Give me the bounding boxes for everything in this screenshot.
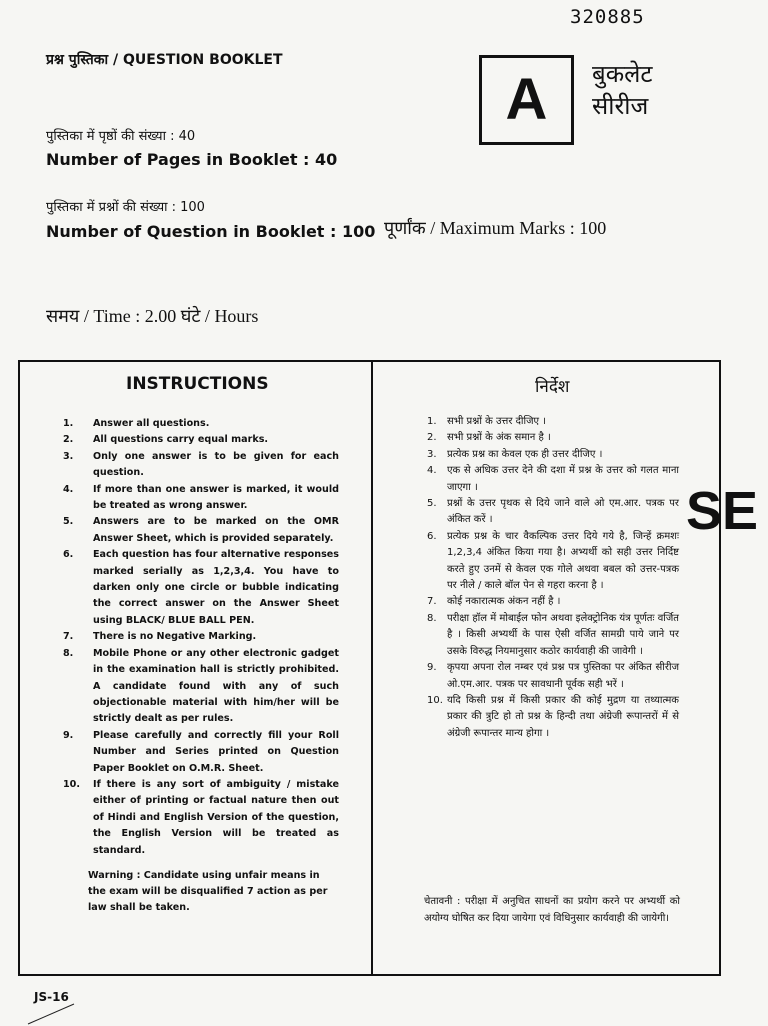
serial-number: 320885: [570, 6, 645, 28]
list-item: 4. If more than one answer is marked, it would be treated as wrong answer.: [63, 483, 339, 512]
list-item: 5. प्रश्नों के उत्तर पृथक से दिये जाने वाले ओ एम.आर. पत्रक पर अंकित करें ।: [427, 498, 679, 526]
list-item: 3. Only one answer is to be given for each question.: [63, 450, 339, 479]
list-item: 1. सभी प्रश्नों के उत्तर दीजिए ।: [427, 416, 547, 427]
instructions-list-hi: [427, 414, 679, 742]
footer-code: JS-16: [34, 990, 69, 1004]
instructions-title-en: INSTRUCTIONS: [126, 374, 269, 394]
series-label-line1: बुकलेट: [592, 60, 653, 88]
list-item: 10. यदि किसी प्रश्न में किसी प्रकार की कोई मुद्रण या तथ्यात्मक प्रकार की त्रुटि हो तो प्रश्न के हिन्दी तथा अंग्रेजी रूपान्तरों में से अंग्रेजी रूपान्तर मान्य होगा ।: [427, 694, 679, 739]
list-item: 8. परीक्षा हॉल में मोबाईल फोन अथवा इलेक्ट्रोनिक यंत्र पूर्णतः वर्जित है । किसी अभ्यर्थी के पास ऐसी वर्जित सामग्री पाये जाने पर उसके विरुद्ध नियमानुसार कठोर कार्यवाही की जावेगी ।: [427, 612, 679, 657]
list-item: 8. Mobile Phone or any other electronic gadget in the examination hall is strictly prohibited. A candidate found with any of such objectionable material with him/her will be strictly dealt as per rules.: [63, 647, 339, 725]
pages-english: Number of Pages in Booklet : 40: [46, 150, 338, 169]
list-item: 7. कोई नकारात्मक अंकन नहीं है ।: [427, 596, 561, 608]
side-mark: SE: [686, 481, 759, 541]
list-item: 7. There is no Negative Marking.: [63, 631, 257, 643]
pages-hindi: पुस्तिका में पृष्ठों की संख्या : 40: [46, 129, 196, 144]
list-item: 4. एक से अधिक उत्तर देने की दशा में प्रश्न के उत्तर को गलत माना जाएगा ।: [427, 465, 679, 493]
series-box: [479, 55, 574, 145]
warning-hi: चेतावनी : परीक्षा में अनुचित साधनों का प्रयोग करने पर अभ्यर्थी को अयोग्य घोषित कर दिया जायेगा एवं विधिनुसार कार्यवाही की जायेगी।: [424, 896, 680, 924]
pen-stroke-icon: [24, 1000, 84, 1026]
questions-hindi: पुस्तिका में प्रश्नों की संख्या : 100: [46, 200, 205, 215]
booklet-title: प्रश्न पुस्तिका / QUESTION BOOKLET: [46, 52, 283, 68]
instructions-divider: [371, 362, 373, 974]
instructions-list-en: [63, 416, 339, 859]
list-item: 10. If there is any sort of ambiguity / mistake either of printing or factual nature then out of Hindi and English Version of the question, the English Version will be treated as standard.: [63, 778, 339, 856]
warning-en: Warning : Candidate using unfair means in the exam will be disqualified 7 action as per law shall be taken.: [88, 870, 328, 913]
list-item: 5. Answers are to be marked on the OMR Answer Sheet, which is provided separately.: [63, 516, 339, 544]
max-marks: पूर्णांक / Maximum Marks : 100: [384, 218, 607, 238]
list-item: 2. All questions carry equal marks.: [63, 434, 269, 446]
list-item: 6. प्रत्येक प्रश्न के चार वैकल्पिक उत्तर दिये गये है, जिन्हें क्रमशः 1,2,3,4 अंकित किया गया है। अभ्यर्थी को सही उत्तर निर्दिष्ट करते हुए उनमें से केवल एक गोले अथवा बबल को उत्तर-पत्रक पर नीले / काले बॉल पेन से गहरा करना है ।: [427, 530, 679, 592]
list-item: 1. Answer all questions.: [63, 418, 210, 429]
instructions-title-hi: निर्देश: [535, 377, 570, 397]
list-item: 9. Please carefully and correctly fill your Roll Number and Series printed on Question Paper Booklet on O.M.R. Sheet.: [63, 729, 339, 774]
exam-time: समय / Time : 2.00 घंटे / Hours: [46, 306, 259, 326]
list-item: 3. प्रत्येक प्रश्न का केवल एक ही उत्तर दीजिए ।: [427, 448, 603, 460]
series-label-line2: सीरीज: [592, 92, 649, 120]
questions-english: Number of Question in Booklet : 100: [46, 222, 376, 241]
list-item: 2. सभी प्रश्नों के अंक समान है ।: [427, 432, 551, 444]
list-item: 9. कृपया अपना रोल नम्बर एवं प्रश्न पत्र पुस्तिका पर अंकित सीरीज ओ.एम.आर. पत्रक पर सावधानी पूर्वक सही भरें ।: [427, 662, 679, 690]
series-label: [592, 58, 653, 122]
list-item: 6. Each question has four alternative responses marked serially as 1,2,3,4. You have to darken only one circle or bubble indicating the correct answer on the Answer Sheet using BLACK/ BLUE BALL PEN.: [63, 549, 339, 626]
series-letter: A: [505, 67, 548, 132]
